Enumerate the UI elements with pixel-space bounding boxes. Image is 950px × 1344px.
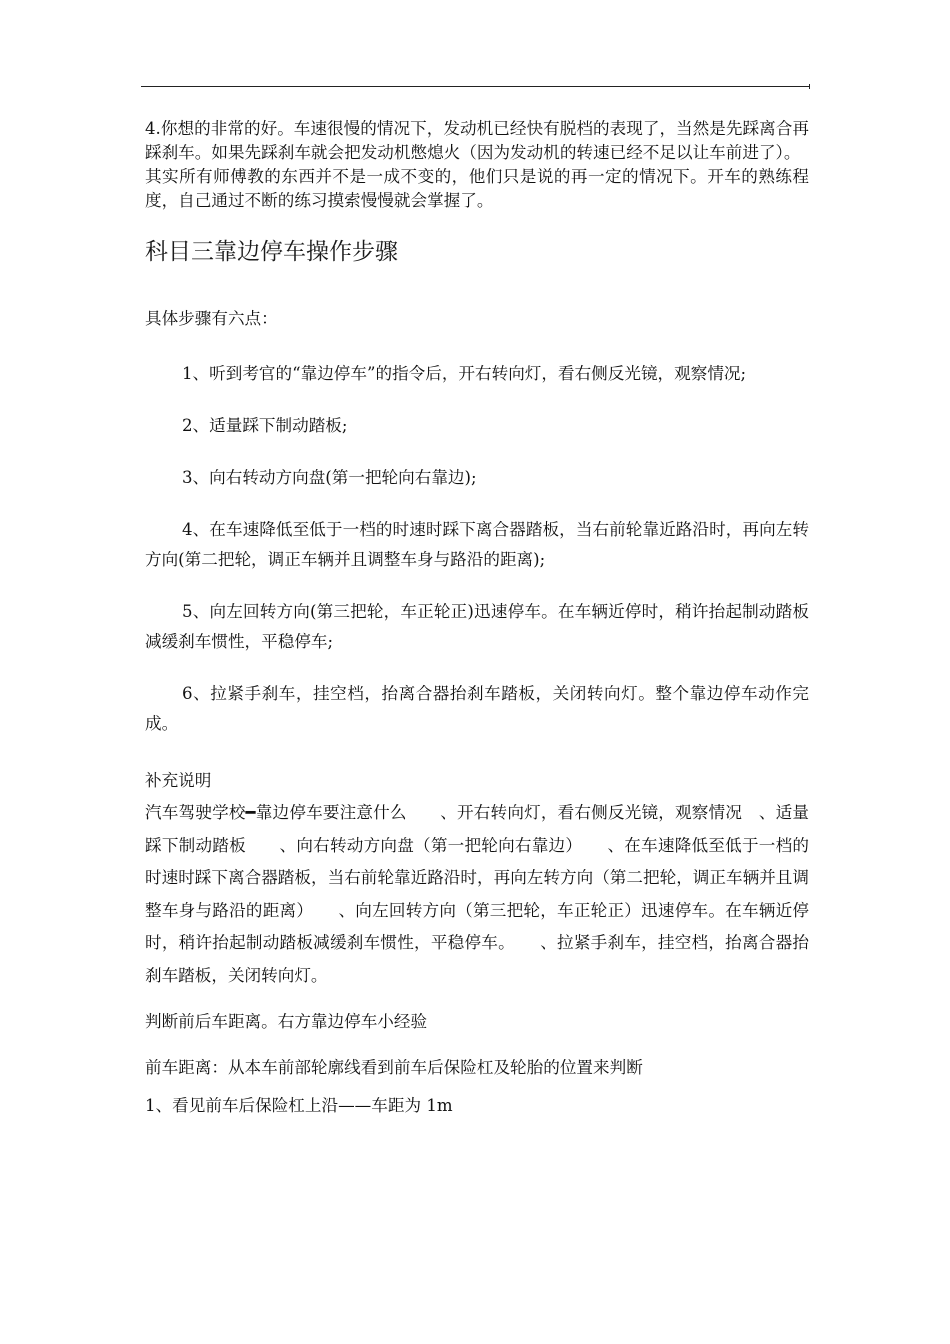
step-5: 5、向左回转方向(第三把轮，车正轮正)迅速停车。在车辆近停时，稍许抬起制动踏板减缓刹车惯性，平稳停车; [145,602,809,651]
step-2: 2、适量踩下制动踏板; [182,416,348,435]
document-body [145,117,809,1118]
judgement-heading: 判断前后车距离。右方靠边停车小经验 [145,1012,428,1031]
front-distance-text: 前车距离：从本车前部轮廓线看到前车后保险杠及轮胎的位置来判断 [145,1058,643,1077]
step-3: 3、向右转动方向盘(第一把轮向右靠边); [182,468,477,487]
step-4: 4、在车速降低至低于一档的时速时踩下离合器踏板，当右前轮靠近路沿时，再向左转方向(第二把轮，调正车辆并且调整车身与路沿的距离); [145,520,809,569]
supplement-text: 汽车驾驶学校━靠边停车要注意什么 、开右转向灯，看右侧反光镜，观察情况 、适量踩下制动踏板 、向右转动方向盘（第一把轮向右靠边） 、在车速降低至低于一档的时速时踩下离合器踏板，当右前轮靠近路沿时，再向左转方向（第二把轮，调正车辆并且调整车身与路沿的距离） 、向左回转方向（第三把轮，车正轮正）迅速停车。在车辆近停时，稍许抬起制动踏板减缓刹车惯性，平稳停车。 、拉紧手刹车，挂空档，抬离合器抬刹车踏板，关闭转向灯。 [145,803,809,985]
header-rule-mark [807,84,810,89]
header-rule [141,86,809,87]
steps-intro: 具体步骤有六点： [145,309,278,328]
supplement-label: 补充说明 [145,771,212,790]
step-6: 6、拉紧手刹车，挂空档，抬离合器抬刹车踏板，关闭转向灯。整个靠边停车动作完成。 [145,684,809,733]
distance-rule-1: 1、看见前车后保险杠上沿——车距为 1m [145,1096,453,1115]
section-title: 科目三靠边停车操作步骤 [145,239,398,265]
paragraph-answer-4: 4.你想的非常的好。车速很慢的情况下，发动机已经快有脱档的表现了，当然是先踩离合再踩刹车。如果先踩刹车就会把发动机憋熄火（因为发动机的转速已经不足以让车前进了）。 [145,119,809,162]
paragraph-practice: 其实所有师傅教的东西并不是一成不变的，他们只是说的再一定的情况下。开车的熟练程度，自己通过不断的练习摸索慢慢就会掌握了。 [145,167,809,210]
step-1: 1、听到考官的“靠边停车”的指令后，开右转向灯，看右侧反光镜，观察情况; [182,364,747,383]
